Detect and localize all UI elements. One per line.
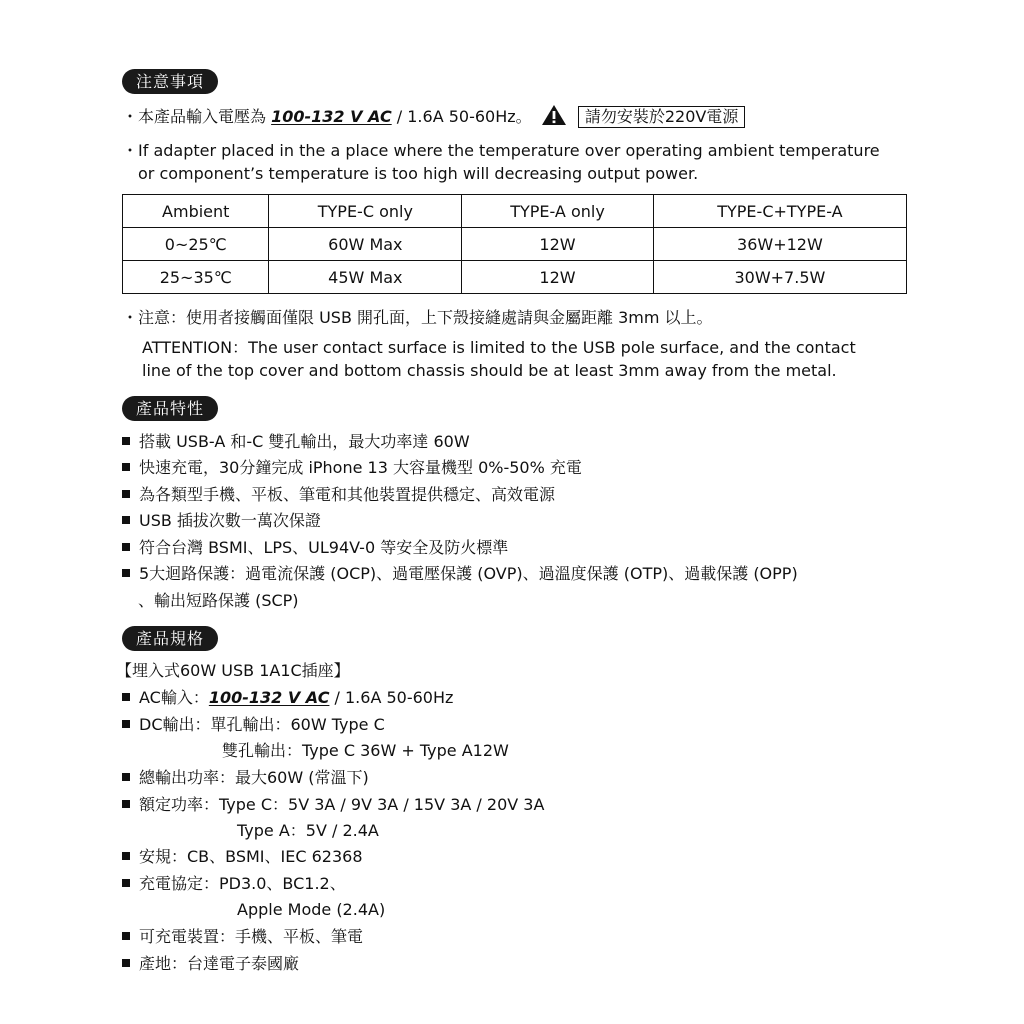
table-row — [123, 228, 907, 261]
bullet-square-icon — [122, 516, 130, 524]
protocol-line1: 充電協定：PD3.0、BC1.2、 — [139, 874, 346, 893]
spec-origin — [122, 953, 299, 975]
spec-protocol — [122, 873, 346, 895]
bullet-square-icon — [122, 932, 130, 940]
features-heading: 產品特性 — [122, 396, 218, 421]
table-cell: 30W+7.5W — [653, 261, 906, 294]
feature-item — [122, 484, 555, 506]
voltage-line — [122, 104, 745, 128]
voltage-pre: ・本產品輸入電壓為 — [122, 107, 272, 126]
bullet-square-icon — [122, 800, 130, 808]
bullet-square-icon — [122, 720, 130, 728]
ac-input-value: 100-132 V AC — [208, 688, 330, 707]
table-cell: 0~25℃ — [123, 228, 269, 261]
spec-ac-input — [122, 687, 453, 709]
contact-note: ・注意：使用者接觸面僅限 USB 開孔面，上下殼接縫處請與金屬距離 3mm 以上。 — [122, 308, 713, 327]
spec-safety — [122, 846, 363, 868]
feature-continuation: 、輸出短路保護 (SCP) — [138, 591, 299, 610]
table-row — [123, 261, 907, 294]
attention-line1: ATTENTION：The user contact surface is limited to the USB pole surface, and the contact — [142, 338, 856, 357]
feature-item — [122, 537, 508, 559]
spec-devices — [122, 926, 363, 948]
feature-text: 快速充電，30分鐘完成 iPhone 13 大容量機型 0%-50% 充電 — [139, 458, 582, 477]
feature-item — [122, 431, 470, 453]
bullet-square-icon — [122, 463, 130, 471]
product-title: 【埋入式60W USB 1A1C插座】 — [116, 661, 350, 680]
bullet-square-icon — [122, 773, 130, 781]
table-cell: 36W+12W — [653, 228, 906, 261]
temp-note-line2: or component’s temperature is too high will decreasing output power. — [138, 164, 699, 183]
devices-text: 可充電裝置：手機、平板、筆電 — [139, 927, 364, 946]
table-cell: 25~35℃ — [123, 261, 269, 294]
dc-output-line1: DC輸出：單孔輸出：60W Type C — [139, 715, 385, 734]
spec-rated-power — [122, 794, 544, 816]
ac-input-label: AC輸入： — [139, 688, 209, 707]
protocol-line2: Apple Mode (2.4A) — [237, 900, 386, 919]
bullet-square-icon — [122, 437, 130, 445]
feature-item — [122, 563, 798, 585]
table-cell: 60W Max — [269, 228, 462, 261]
feature-text: 5大迴路保護：過電流保護 (OCP)、過電壓保護 (OVP)、過溫度保護 (OTP)、過載保護 (OPP) — [139, 564, 798, 583]
bullet-square-icon — [122, 852, 130, 860]
table-header-cell: Ambient — [123, 195, 269, 228]
safety-text: 安規：CB、BSMI、IEC 62368 — [139, 847, 363, 866]
spec-total-output — [122, 767, 369, 789]
bullet-square-icon — [122, 569, 130, 577]
dc-output-line2: 雙孔輸出：Type C 36W + Type A12W — [222, 741, 509, 760]
voltage-warning-box: 請勿安裝於220V電源 — [578, 106, 746, 128]
table-cell: 12W — [462, 228, 654, 261]
spec-dc-output — [122, 714, 385, 736]
bullet-square-icon — [122, 543, 130, 551]
attention-line2: line of the top cover and bottom chassis should be at least 3mm away from the metal. — [142, 361, 837, 380]
bullet-square-icon — [122, 490, 130, 498]
table-header-row — [123, 195, 907, 228]
total-output-text: 總輸出功率：最大60W (常溫下) — [139, 768, 369, 787]
voltage-post: / 1.6A 50-60Hz。 — [391, 107, 532, 126]
warning-triangle-icon — [541, 104, 567, 126]
rated-power-line1: 額定功率：Type C：5V 3A / 9V 3A / 15V 3A / 20V 3A — [139, 795, 545, 814]
table-header-cell: TYPE-C+TYPE-A — [653, 195, 906, 228]
table-header-cell: TYPE-A only — [462, 195, 654, 228]
bullet-square-icon — [122, 879, 130, 887]
bullet-square-icon — [122, 959, 130, 967]
table-header-cell: TYPE-C only — [269, 195, 462, 228]
bullet-square-icon — [122, 693, 130, 701]
feature-text: 符合台灣 BSMI、LPS、UL94V-0 等安全及防火標準 — [139, 538, 509, 557]
ambient-power-table — [122, 194, 907, 294]
voltage-value: 100-132 V AC — [271, 107, 392, 126]
feature-item — [122, 510, 321, 532]
rated-power-line2: Type A：5V / 2.4A — [237, 821, 379, 840]
feature-text: 搭載 USB-A 和-C 雙孔輸出，最大功率達 60W — [139, 432, 470, 451]
table-cell: 12W — [462, 261, 654, 294]
specs-heading: 產品規格 — [122, 626, 218, 651]
ac-input-rest: / 1.6A 50-60Hz — [329, 688, 454, 707]
feature-item — [122, 457, 582, 479]
table-cell: 45W Max — [269, 261, 462, 294]
notice-heading: 注意事項 — [122, 69, 218, 94]
temp-note-line1: ・If adapter placed in the a place where the temperature over operating ambient temperature — [122, 141, 880, 160]
feature-text: 為各類型手機、平板、筆電和其他裝置提供穩定、高效電源 — [139, 485, 556, 504]
origin-text: 產地：台達電子泰國廠 — [139, 954, 300, 973]
feature-text: USB 插拔次數一萬次保證 — [139, 511, 321, 530]
